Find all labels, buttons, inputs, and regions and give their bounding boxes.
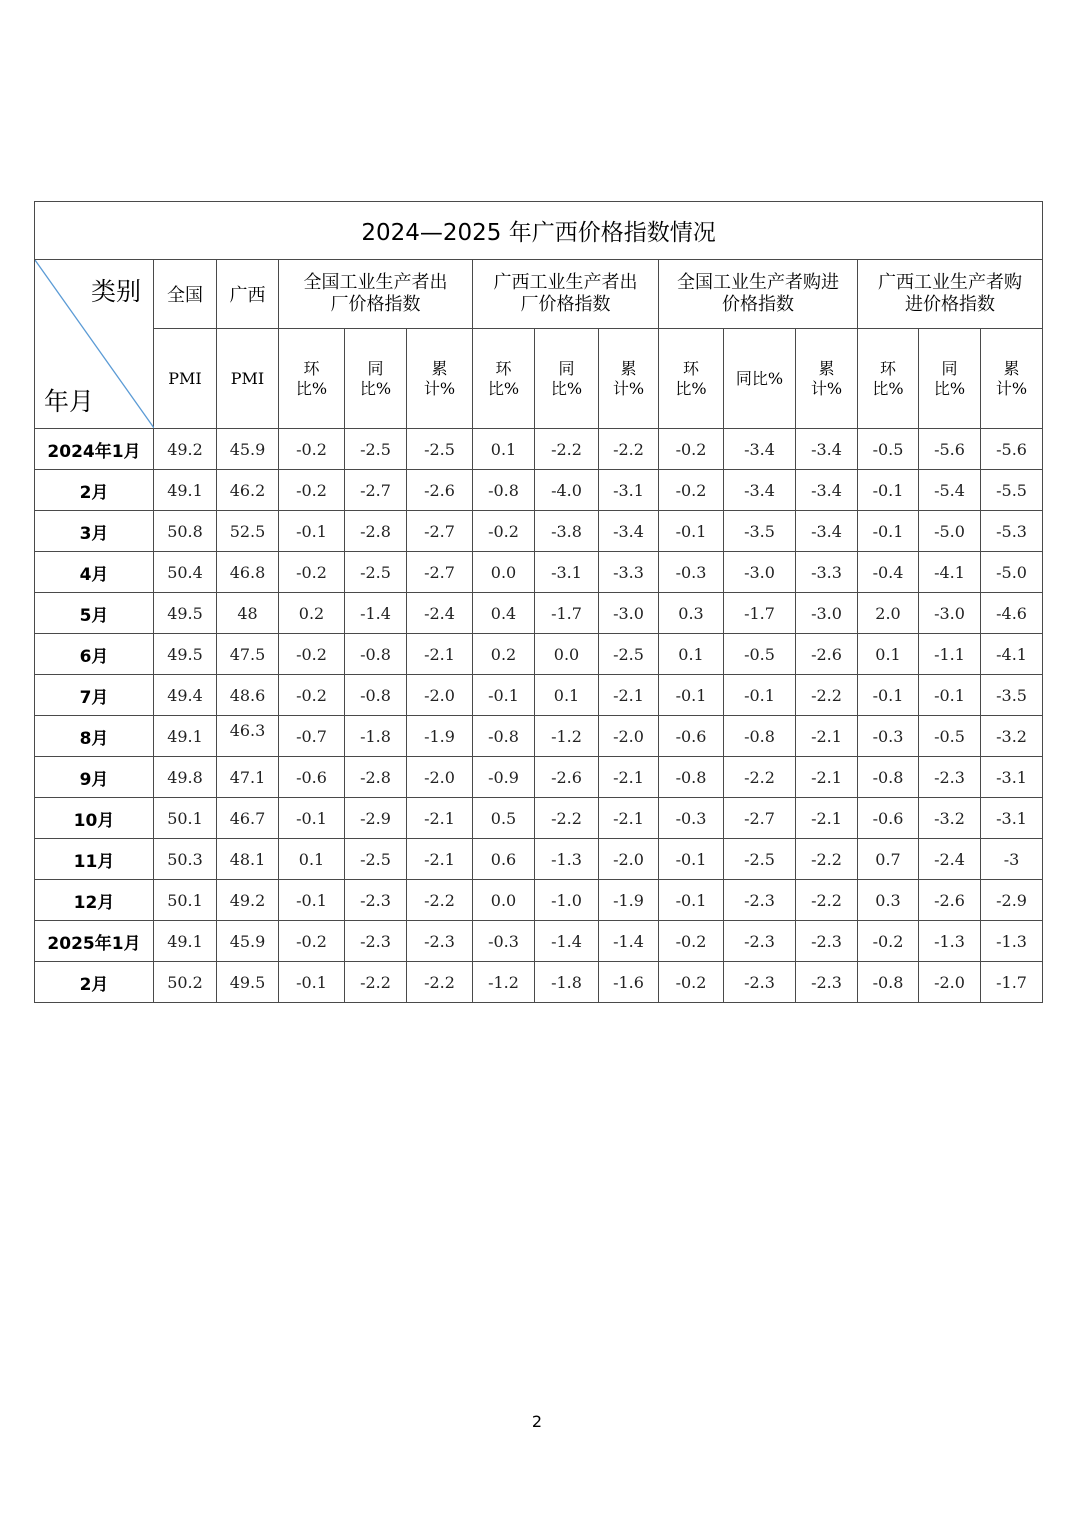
value-cell: 49.1: [154, 470, 217, 511]
value-cell: -0.8: [858, 757, 919, 798]
value-cell: -0.1: [858, 470, 919, 511]
value-cell: -2.2: [535, 429, 599, 470]
value-cell: -1.9: [599, 880, 659, 921]
value-cell: 0.3: [659, 593, 724, 634]
value-cell: -2.1: [407, 634, 473, 675]
value-cell: 46.2: [217, 470, 279, 511]
header-line: 厂价格指数: [520, 294, 611, 315]
value-cell: -2.1: [407, 839, 473, 880]
sub-header-text: 环: [495, 358, 512, 378]
value-cell: 46.8: [217, 552, 279, 593]
value-cell: -0.2: [858, 921, 919, 962]
value-cell: -3.4: [599, 511, 659, 552]
sub-header-cell: [407, 329, 473, 429]
header-line: 全国工业生产者出: [303, 272, 448, 293]
value-cell: -1.7: [724, 593, 796, 634]
value-cell: -2.3: [919, 757, 981, 798]
value-cell: 0.3: [858, 880, 919, 921]
value-cell: -2.2: [535, 798, 599, 839]
value-cell: -2.3: [407, 921, 473, 962]
value-cell: -5.3: [981, 511, 1043, 552]
value-cell: 52.5: [217, 511, 279, 552]
value-cell: -0.1: [279, 962, 345, 1003]
value-cell: -0.3: [858, 716, 919, 757]
value-cell: -1.4: [535, 921, 599, 962]
value-cell: -2.0: [919, 962, 981, 1003]
sub-header-text: 计%: [995, 378, 1028, 398]
value-cell: -0.8: [345, 675, 407, 716]
header-line: 广西工业生产者出: [493, 272, 638, 293]
value-cell: -0.8: [659, 757, 724, 798]
sub-header-text: 计%: [423, 378, 456, 398]
value-cell: -1.3: [919, 921, 981, 962]
value-cell: 48.1: [217, 839, 279, 880]
value-cell: -3.8: [535, 511, 599, 552]
value-cell: -0.1: [659, 880, 724, 921]
value-cell: -0.2: [473, 511, 535, 552]
sub-header-cell: [535, 329, 599, 429]
value-cell: -3.2: [919, 798, 981, 839]
value-cell: -0.7: [279, 716, 345, 757]
value-cell: 49.2: [154, 429, 217, 470]
month-cell: 7月: [35, 675, 154, 716]
value-cell: -4.6: [981, 593, 1043, 634]
value-cell: -2.0: [599, 716, 659, 757]
value-cell: -3.4: [796, 470, 858, 511]
value-cell: -2.1: [407, 798, 473, 839]
sub-header-text: 累: [431, 358, 448, 378]
sub-header-text: 比%: [872, 378, 904, 398]
value-cell: -2.7: [345, 470, 407, 511]
header-line: 广西工业生产者购: [878, 272, 1023, 293]
value-cell: -1.2: [473, 962, 535, 1003]
header-line: 进价格指数: [905, 294, 996, 315]
value-cell: -1.8: [345, 716, 407, 757]
value-cell: -2.4: [407, 593, 473, 634]
value-cell: -0.5: [919, 716, 981, 757]
price-index-table: [34, 201, 1043, 1003]
value-cell: 50.2: [154, 962, 217, 1003]
value-cell: -2.1: [796, 798, 858, 839]
sub-header-cell: [981, 329, 1043, 429]
month-cell: 10月: [35, 798, 154, 839]
month-cell: 5月: [35, 593, 154, 634]
value-cell: -2.9: [981, 880, 1043, 921]
value-cell: -0.8: [858, 962, 919, 1003]
table-row: [35, 675, 1043, 716]
sub-header-cell: [796, 329, 858, 429]
value-cell: -0.1: [659, 839, 724, 880]
value-cell: 47.1: [217, 757, 279, 798]
value-cell: 2.0: [858, 593, 919, 634]
value-cell: -0.2: [279, 634, 345, 675]
value-cell: -2.2: [724, 757, 796, 798]
value-cell: -5.0: [981, 552, 1043, 593]
sub-header-cell: [279, 329, 345, 429]
value-cell: -2.6: [919, 880, 981, 921]
value-cell: 0.1: [473, 429, 535, 470]
value-cell: -2.5: [724, 839, 796, 880]
value-cell: -2.6: [535, 757, 599, 798]
value-cell: -2.4: [919, 839, 981, 880]
month-cell: 9月: [35, 757, 154, 798]
value-cell: -2.3: [724, 921, 796, 962]
table-row: [35, 716, 1043, 757]
value-cell: -3.1: [535, 552, 599, 593]
value-cell: -0.8: [473, 716, 535, 757]
table-row: [35, 962, 1043, 1003]
value-cell: -2.7: [407, 552, 473, 593]
value-cell: -1.9: [407, 716, 473, 757]
value-cell: -0.2: [279, 552, 345, 593]
value-cell: -0.2: [659, 962, 724, 1003]
header-guangxi: 广西: [217, 260, 279, 329]
table-row: [35, 880, 1043, 921]
value-cell: -0.5: [724, 634, 796, 675]
value-cell: 0.0: [535, 634, 599, 675]
sub-header-cell: [217, 329, 279, 429]
value-cell: -2.3: [796, 962, 858, 1003]
corner-yearmonth-label: 年月: [44, 387, 95, 416]
table-title: 2024—2025 年广西价格指数情况: [35, 202, 1043, 260]
value-cell: -1.4: [345, 593, 407, 634]
value-cell: -2.5: [345, 839, 407, 880]
value-cell: 49.1: [154, 921, 217, 962]
value-cell: 0.2: [473, 634, 535, 675]
value-cell: -2.5: [407, 429, 473, 470]
value-cell: -0.1: [858, 675, 919, 716]
sub-header-text: 累: [818, 358, 835, 378]
value-cell: 46.3: [217, 716, 279, 757]
value-cell: 0.0: [473, 552, 535, 593]
value-cell: 0.1: [279, 839, 345, 880]
sub-header-row: [35, 329, 1043, 429]
value-cell: 0.4: [473, 593, 535, 634]
sub-header-text: PMI: [168, 368, 202, 388]
value-cell: -2.2: [599, 429, 659, 470]
month-cell: 2025年1月: [35, 921, 154, 962]
header-national: 全国: [154, 260, 217, 329]
value-cell: -0.2: [659, 921, 724, 962]
value-cell: -2.6: [796, 634, 858, 675]
value-cell: -2.2: [796, 675, 858, 716]
sub-header-text: 计%: [612, 378, 645, 398]
sub-header-text: 同比%: [735, 368, 784, 388]
value-cell: 48: [217, 593, 279, 634]
month-cell: 12月: [35, 880, 154, 921]
header-guangxi-ppi-out: [473, 260, 659, 329]
table-row: [35, 429, 1043, 470]
value-cell: -2.2: [796, 880, 858, 921]
value-cell: 50.3: [154, 839, 217, 880]
value-cell: -2.7: [407, 511, 473, 552]
value-cell: -0.3: [659, 798, 724, 839]
value-cell: -0.2: [279, 921, 345, 962]
sub-header-text: 比%: [550, 378, 583, 398]
sub-header-text: 同: [941, 358, 958, 378]
value-cell: 50.4: [154, 552, 217, 593]
table-row: [35, 757, 1043, 798]
table-row: [35, 593, 1043, 634]
month-cell: 8月: [35, 716, 154, 757]
sub-header-text: 比%: [487, 378, 520, 398]
value-cell: -0.1: [473, 675, 535, 716]
value-cell: 45.9: [217, 921, 279, 962]
value-cell: -1.2: [535, 716, 599, 757]
corner-category-label: 类别: [90, 277, 141, 306]
value-cell: -0.2: [659, 429, 724, 470]
value-cell: -1.8: [535, 962, 599, 1003]
header-line: 厂价格指数: [330, 294, 421, 315]
table-row: [35, 511, 1043, 552]
table-row: [35, 798, 1043, 839]
header-guangxi-ppi-in: [858, 260, 1043, 329]
value-cell: -2.1: [796, 716, 858, 757]
value-cell: -0.8: [473, 470, 535, 511]
value-cell: -5.5: [981, 470, 1043, 511]
value-cell: 49.1: [154, 716, 217, 757]
value-cell: 50.1: [154, 798, 217, 839]
sub-header-cell: [919, 329, 981, 429]
value-cell: -3.0: [919, 593, 981, 634]
value-cell: -2.2: [345, 962, 407, 1003]
value-cell: -0.8: [345, 634, 407, 675]
value-cell: -3.4: [796, 429, 858, 470]
value-cell: -2.3: [345, 921, 407, 962]
sub-header-cell: [599, 329, 659, 429]
value-cell: -5.0: [919, 511, 981, 552]
value-cell: -0.6: [279, 757, 345, 798]
value-cell: -0.1: [279, 798, 345, 839]
month-cell: 2024年1月: [35, 429, 154, 470]
value-cell: -3.1: [981, 798, 1043, 839]
value-cell: -2.2: [407, 962, 473, 1003]
value-cell: -5.6: [919, 429, 981, 470]
value-cell: -3.3: [599, 552, 659, 593]
value-cell: -3.2: [981, 716, 1043, 757]
value-cell: 0.1: [659, 634, 724, 675]
value-cell: 49.5: [217, 962, 279, 1003]
value-cell: 49.5: [154, 634, 217, 675]
value-cell: -0.6: [858, 798, 919, 839]
value-cell: -2.2: [796, 839, 858, 880]
value-cell: -3.3: [796, 552, 858, 593]
sub-header-text: 累: [1003, 358, 1020, 378]
table-row: [35, 470, 1043, 511]
table-row: [35, 839, 1043, 880]
value-cell: -0.1: [279, 511, 345, 552]
value-cell: -0.1: [919, 675, 981, 716]
value-cell: 49.8: [154, 757, 217, 798]
value-cell: -2.1: [599, 798, 659, 839]
value-cell: 0.6: [473, 839, 535, 880]
month-cell: 11月: [35, 839, 154, 880]
sub-header-cell: [724, 329, 796, 429]
header-national-ppi-in: [659, 260, 858, 329]
value-cell: -2.3: [724, 880, 796, 921]
sub-header-cell: [345, 329, 407, 429]
value-cell: -0.6: [659, 716, 724, 757]
value-cell: -2.1: [599, 675, 659, 716]
header-line: 价格指数: [722, 294, 794, 315]
value-cell: -2.7: [724, 798, 796, 839]
value-cell: -3.4: [724, 429, 796, 470]
sub-header-cell: [659, 329, 724, 429]
value-cell: 0.1: [858, 634, 919, 675]
value-cell: -2.5: [345, 429, 407, 470]
table-row: [35, 634, 1043, 675]
value-cell: -2.0: [407, 675, 473, 716]
value-cell: -1.3: [535, 839, 599, 880]
month-cell: 4月: [35, 552, 154, 593]
header-national-ppi-out: [279, 260, 473, 329]
sub-header-text: 环: [682, 358, 699, 378]
sub-header-text: 计%: [810, 378, 843, 398]
sub-header-text: 环: [303, 358, 320, 378]
value-cell: -1.4: [599, 921, 659, 962]
value-cell: -1.6: [599, 962, 659, 1003]
value-cell: -2.2: [407, 880, 473, 921]
value-cell: -0.2: [279, 429, 345, 470]
value-cell: -1.7: [981, 962, 1043, 1003]
sub-header-text: 同: [558, 358, 575, 378]
value-cell: -1.7: [535, 593, 599, 634]
value-cell: 0.5: [473, 798, 535, 839]
value-cell: -2.5: [345, 552, 407, 593]
value-cell: -0.2: [659, 470, 724, 511]
page-number: 2: [531, 1412, 543, 1431]
month-cell: 2月: [35, 962, 154, 1003]
value-cell: -3.0: [796, 593, 858, 634]
value-cell: -3.5: [724, 511, 796, 552]
value-cell: -2.0: [599, 839, 659, 880]
sub-header-text: 累: [620, 358, 637, 378]
value-cell: -4.1: [919, 552, 981, 593]
value-cell: -3.4: [724, 470, 796, 511]
sub-header-text: 同: [367, 358, 384, 378]
value-cell: 50.1: [154, 880, 217, 921]
sub-header-cell: [473, 329, 535, 429]
value-cell: -2.3: [796, 921, 858, 962]
value-cell: 45.9: [217, 429, 279, 470]
sub-header-text: 比%: [933, 378, 966, 398]
value-cell: -3.1: [599, 470, 659, 511]
sub-header-text: 比%: [359, 378, 392, 398]
value-cell: -1.0: [535, 880, 599, 921]
value-cell: 50.8: [154, 511, 217, 552]
value-cell: -0.2: [279, 470, 345, 511]
value-cell: -3.5: [981, 675, 1043, 716]
value-cell: 48.6: [217, 675, 279, 716]
header-line: 全国工业生产者购进: [677, 272, 839, 293]
value-cell: -0.1: [279, 880, 345, 921]
sub-header-text: 比%: [295, 378, 328, 398]
value-cell: 49.4: [154, 675, 217, 716]
sub-header-cell: [858, 329, 919, 429]
value-cell: -0.4: [858, 552, 919, 593]
value-cell: -5.4: [919, 470, 981, 511]
value-cell: -2.0: [407, 757, 473, 798]
month-cell: 2月: [35, 470, 154, 511]
value-cell: -0.1: [724, 675, 796, 716]
value-cell: -0.9: [473, 757, 535, 798]
corner-header-cell: [35, 260, 154, 429]
value-cell: -0.1: [659, 675, 724, 716]
value-cell: 0.7: [858, 839, 919, 880]
value-cell: 49.2: [217, 880, 279, 921]
month-cell: 6月: [35, 634, 154, 675]
value-cell: -2.6: [407, 470, 473, 511]
value-cell: -0.3: [659, 552, 724, 593]
value-cell: -0.1: [858, 511, 919, 552]
value-cell: -5.6: [981, 429, 1043, 470]
value-cell: -2.9: [345, 798, 407, 839]
sub-header-text: 比%: [675, 378, 707, 398]
value-cell: -1.3: [981, 921, 1043, 962]
value-cell: -3: [981, 839, 1043, 880]
value-cell: -0.5: [858, 429, 919, 470]
value-cell: 46.7: [217, 798, 279, 839]
value-cell: 0.1: [535, 675, 599, 716]
month-cell: 3月: [35, 511, 154, 552]
value-cell: -3.4: [796, 511, 858, 552]
value-cell: 0.0: [473, 880, 535, 921]
value-cell: -4.0: [535, 470, 599, 511]
value-cell: -0.3: [473, 921, 535, 962]
value-cell: 47.5: [217, 634, 279, 675]
sub-header-text: 环: [879, 358, 896, 378]
table-row: [35, 921, 1043, 962]
value-cell: -0.1: [659, 511, 724, 552]
value-cell: -2.1: [599, 757, 659, 798]
value-cell: 49.5: [154, 593, 217, 634]
value-cell: -4.1: [981, 634, 1043, 675]
value-cell: 0.2: [279, 593, 345, 634]
table-row: [35, 552, 1043, 593]
value-cell: -2.1: [796, 757, 858, 798]
value-cell: -1.1: [919, 634, 981, 675]
value-cell: -2.8: [345, 511, 407, 552]
value-cell: -0.8: [724, 716, 796, 757]
value-cell: -2.3: [345, 880, 407, 921]
value-cell: -3.0: [724, 552, 796, 593]
value-cell: -3.1: [981, 757, 1043, 798]
value-cell: -2.8: [345, 757, 407, 798]
sub-header-cell: [154, 329, 217, 429]
value-cell: -2.3: [724, 962, 796, 1003]
value-cell: -0.2: [279, 675, 345, 716]
sub-header-text: PMI: [230, 368, 265, 388]
value-cell: -3.0: [599, 593, 659, 634]
value-cell: -2.5: [599, 634, 659, 675]
